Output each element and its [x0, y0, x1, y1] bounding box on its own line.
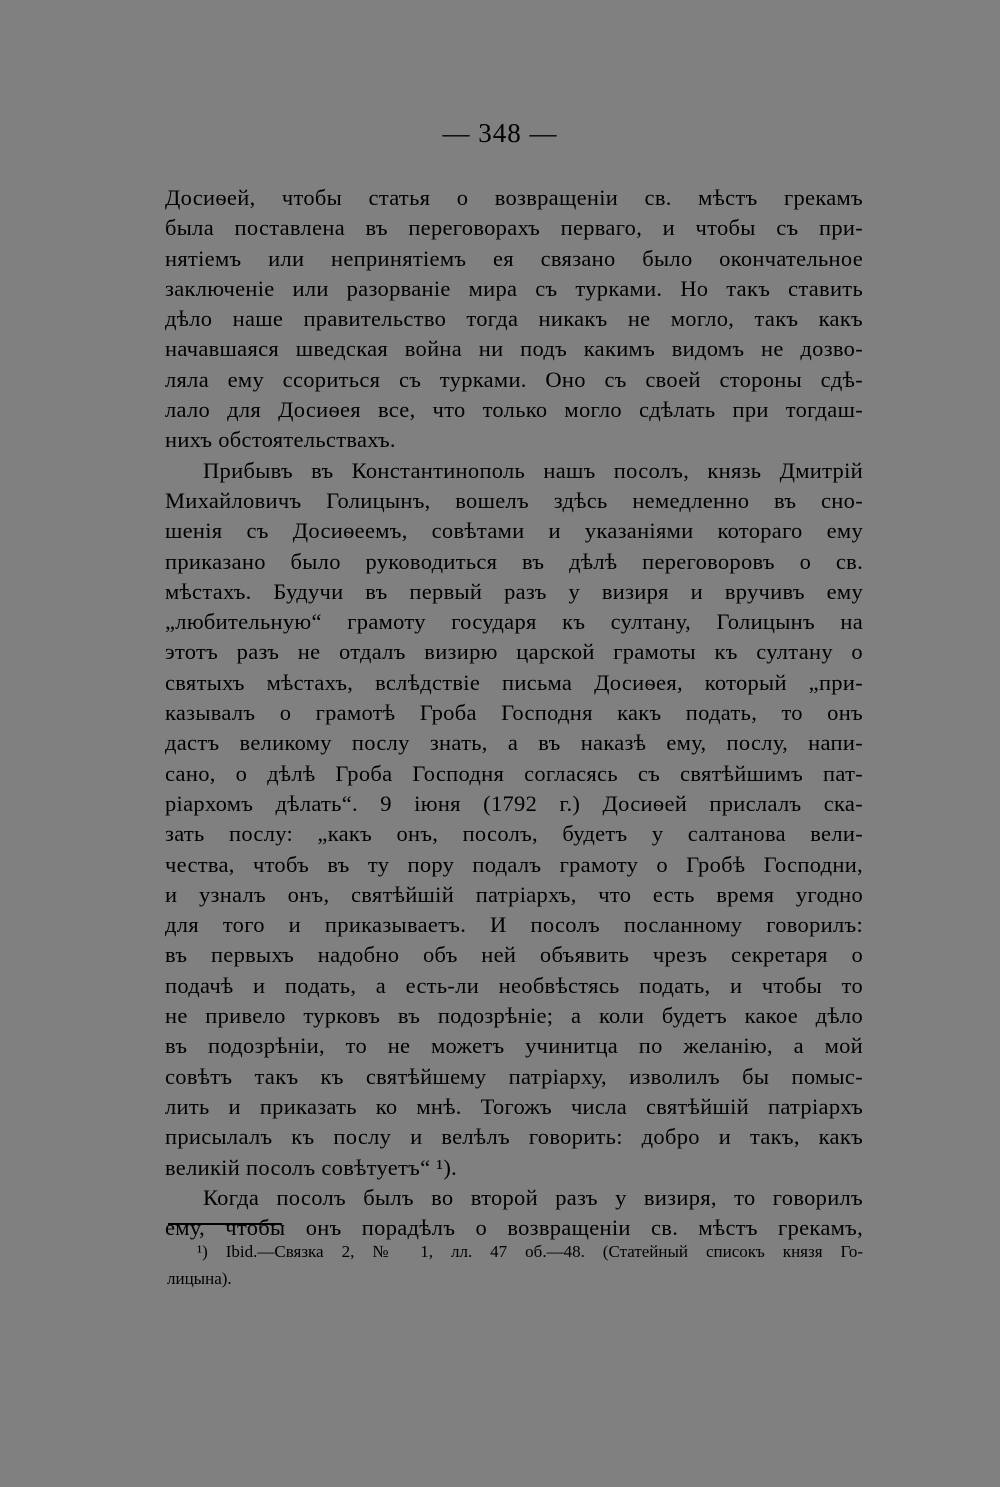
paragraph-start-line: Когда посолъ былъ во второй разъ у визиря, то говорилъ: [203, 1184, 863, 1210]
text-line: чества, чтобъ въ ту пору подалъ грамоту о Гробѣ Господни,: [165, 851, 863, 877]
body-text: [165, 183, 863, 1243]
text-line: зать послу: „какъ онъ, посолъ, будетъ у салтанова вели-: [165, 821, 863, 847]
page-number: — 348 —: [442, 118, 558, 148]
text-line: ему, чтобы онъ порадѣлъ о возвращеніи св. мѣстъ грекамъ,: [165, 1215, 863, 1241]
footnote-line: ¹) Ibid.—Связка 2, № 1, лл. 47 об.—48. (Статейный списокъ князя Го-: [197, 1242, 863, 1261]
text-line: въ подозрѣніи, то не можетъ учинитца по желанію, а мой: [165, 1033, 863, 1059]
text-line: приказано было руководиться въ дѣлѣ переговоровъ о св.: [165, 548, 863, 574]
text-line: этотъ разъ не отдалъ визирю царской грамоты къ султану о: [165, 639, 863, 665]
text-line: для того и приказываетъ. И посолъ посланному говорилъ:: [165, 912, 863, 938]
text-line: нятіемъ или непринятіемъ ея связано было окончательное: [165, 245, 863, 271]
text-line: и узналъ онъ, святѣйшій патріархъ, что есть время угодно: [165, 881, 863, 907]
footnote-line: лицына).: [167, 1269, 232, 1288]
footnotes: [167, 1238, 863, 1292]
text-line: подачѣ и подать, а есть-ли необвѣстясь подать, и чтобы то: [165, 972, 863, 998]
text-line: „любительную“ грамоту государя къ султану, Голицынъ на: [165, 609, 863, 635]
text-line: сано, о дѣлѣ Гроба Господня согласясь съ святѣйшимъ пат-: [165, 760, 863, 786]
text-line: лить и приказать ко мнѣ. Тогожъ числа святѣйшій патріархъ: [165, 1093, 863, 1119]
text-line: шенія съ Досиѳеемъ, совѣтами и указаніями котораго ему: [165, 518, 863, 544]
text-line: лало для Досиѳея все, что только могло сдѣлать при тогдаш-: [165, 397, 863, 423]
text-line: ріархомъ дѣлать“. 9 іюня (1792 г.) Досиѳей прислалъ ска-: [165, 790, 863, 816]
text-line: казывалъ о грамотѣ Гроба Господня какъ подать, то онъ: [165, 700, 863, 726]
text-line: заключеніе или разорваніе мира съ турками. Но такъ ставить: [165, 275, 863, 301]
text-line: въ первыхъ надобно объ ней объявить чрезъ секретаря о: [165, 942, 863, 968]
text-line: присылалъ къ послу и велѣлъ говорить: добро и такъ, какъ: [165, 1124, 863, 1150]
text-line: великій посолъ совѣтуетъ“ ¹).: [165, 1154, 458, 1180]
text-line: дастъ великому послу знать, а въ наказѣ ему, послу, напи-: [165, 730, 863, 756]
text-line: Досиѳей, чтобы статья о возвращеніи св. мѣстъ грекамъ: [165, 185, 863, 210]
footnote-divider: [168, 1223, 282, 1225]
text-line: святыхъ мѣстахъ, вслѣдствіе письма Досиѳея, который „при-: [165, 669, 863, 695]
text-line: ляла ему ссориться съ турками. Оно съ своей стороны сдѣ-: [165, 366, 863, 392]
text-line: нихъ обстоятельствахъ.: [165, 427, 396, 453]
text-line: совѣтъ такъ къ святѣйшему патріарху, изволилъ бы помыс-: [165, 1063, 863, 1089]
text-line: Михайловичъ Голицынъ, вошелъ здѣсь немедленно въ сно-: [165, 487, 863, 513]
text-line: начавшаяся шведская война ни подъ какимъ видомъ не дозво-: [165, 336, 863, 362]
paragraph-start-line: Прибывъ въ Константинополь нашъ посолъ, князь Дмитрій: [203, 457, 863, 483]
text-line: дѣло наше правительство тогда никакъ не могло, такъ какъ: [165, 306, 863, 332]
text-line: не привело турковъ въ подозрѣніе; а коли будетъ какое дѣло: [165, 1003, 863, 1029]
text-line: была поставлена въ переговорахъ перваго, и чтобы съ при-: [165, 215, 863, 241]
text-line: мѣстахъ. Будучи въ первый разъ у визиря и вручивъ ему: [165, 578, 863, 604]
